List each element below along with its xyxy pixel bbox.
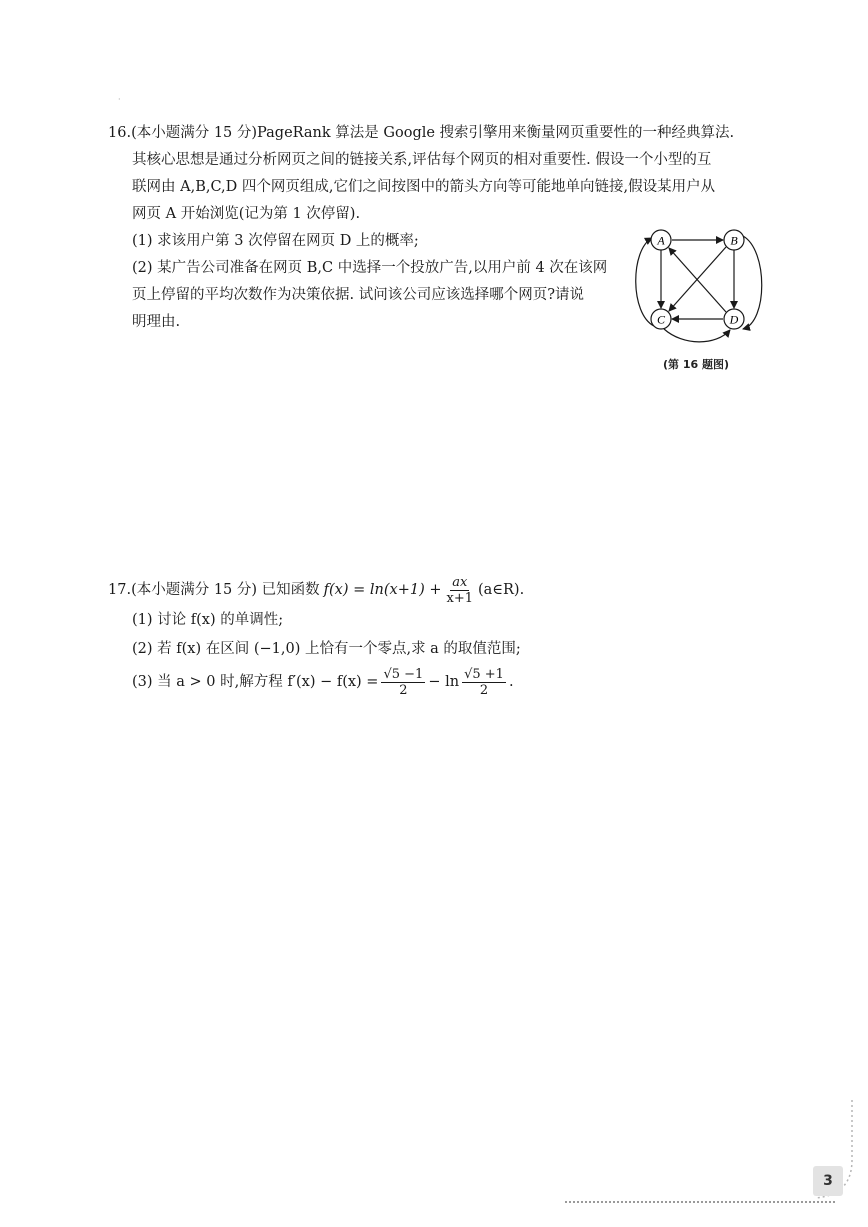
q16-lead-line bbox=[108, 120, 763, 147]
q16-line-1: 其核心思想是通过分析网页之间的链接关系,评估每个网页的相对重要性. 假设一个小型的互 bbox=[132, 152, 712, 168]
q17-lead-suffix: (a∈R). bbox=[477, 582, 525, 598]
q17-part-3 bbox=[108, 664, 763, 700]
q17-part3-end: . bbox=[508, 673, 514, 690]
q16-line-3: 网页 A 开始浏览(记为第 1 次停留). bbox=[132, 206, 361, 222]
q17-part3-frac1-den: 2 bbox=[399, 682, 408, 698]
question-17 bbox=[108, 575, 763, 700]
node-d bbox=[724, 309, 744, 329]
q17-part3-frac1-num: √5 −1 bbox=[383, 666, 424, 682]
edge-b-c bbox=[669, 247, 726, 311]
page-number: 3 bbox=[813, 1166, 843, 1196]
node-a bbox=[651, 230, 671, 250]
q16-part-2: (2) 某广告公司准备在网页 B,C 中选择一个投放广告,以用户前 4 次在该网 bbox=[132, 260, 608, 276]
q17-fraction bbox=[444, 575, 475, 606]
node-d-label: D bbox=[729, 312, 739, 327]
footer-dotted-line bbox=[565, 1201, 835, 1203]
q17-part3-frac2-num: √5 +1 bbox=[464, 666, 504, 682]
edge-c-d-curve bbox=[664, 329, 730, 342]
scan-dot: · bbox=[118, 95, 121, 104]
q17-frac-num: ax bbox=[452, 575, 468, 590]
node-c-label: C bbox=[656, 312, 666, 327]
node-b bbox=[724, 230, 744, 250]
q17-part-1: (1) 讨论 f(x) 的单调性; bbox=[132, 612, 284, 628]
q16-part-2-cont: 页上停留的平均次数作为决策依据. 试问该公司应该选择哪个网页?请说 bbox=[132, 287, 584, 303]
q16-lead-text: (本小题满分 15 分)PageRank 算法是 Google 搜索引擎用来衡量网页重要性的一种经典算法. bbox=[131, 125, 735, 141]
q17-part3-frac-1 bbox=[381, 667, 425, 698]
q17-frac-den: x+1 bbox=[446, 591, 473, 606]
q17-lead-line bbox=[108, 575, 763, 606]
node-b-label: B bbox=[730, 233, 738, 248]
node-a-label: A bbox=[657, 233, 665, 248]
q16-link-diagram bbox=[628, 222, 768, 347]
q17-part-2: (2) 若 f(x) 在区间 (−1,0) 上恰有一个零点,求 a 的取值范围; bbox=[132, 641, 521, 657]
q17-func: f(x) = ln(x+1) + bbox=[323, 582, 442, 598]
q17-part3-frac-2 bbox=[462, 667, 506, 698]
q17-part3-frac2-den: 2 bbox=[479, 682, 489, 698]
q16-part-1: (1) 求该用户第 3 次停留在网页 D 上的概率; bbox=[132, 233, 419, 249]
q17-part3-mid: − ln bbox=[428, 673, 460, 690]
q17-number: 17. bbox=[108, 582, 132, 598]
q16-line-2: 联网由 A,B,C,D 四个网页组成,它们之间按图中的箭头方向等可能地单向链接,假设某用户从 bbox=[132, 179, 716, 195]
edge-b-d-curve bbox=[743, 236, 762, 329]
q16-part-2-end: 明理由. bbox=[132, 314, 181, 330]
q16-number: 16. bbox=[108, 125, 132, 141]
q17-part3-prefix: (3) 当 a > 0 时,解方程 f′(x) − f(x) = bbox=[132, 673, 379, 690]
q17-lead-prefix: (本小题满分 15 分) 已知函数 bbox=[131, 582, 320, 598]
node-c bbox=[651, 309, 671, 329]
edge-d-a bbox=[669, 248, 726, 312]
figure-caption: (第 16 题图) bbox=[663, 358, 730, 371]
edge-c-a-curve bbox=[636, 238, 654, 326]
